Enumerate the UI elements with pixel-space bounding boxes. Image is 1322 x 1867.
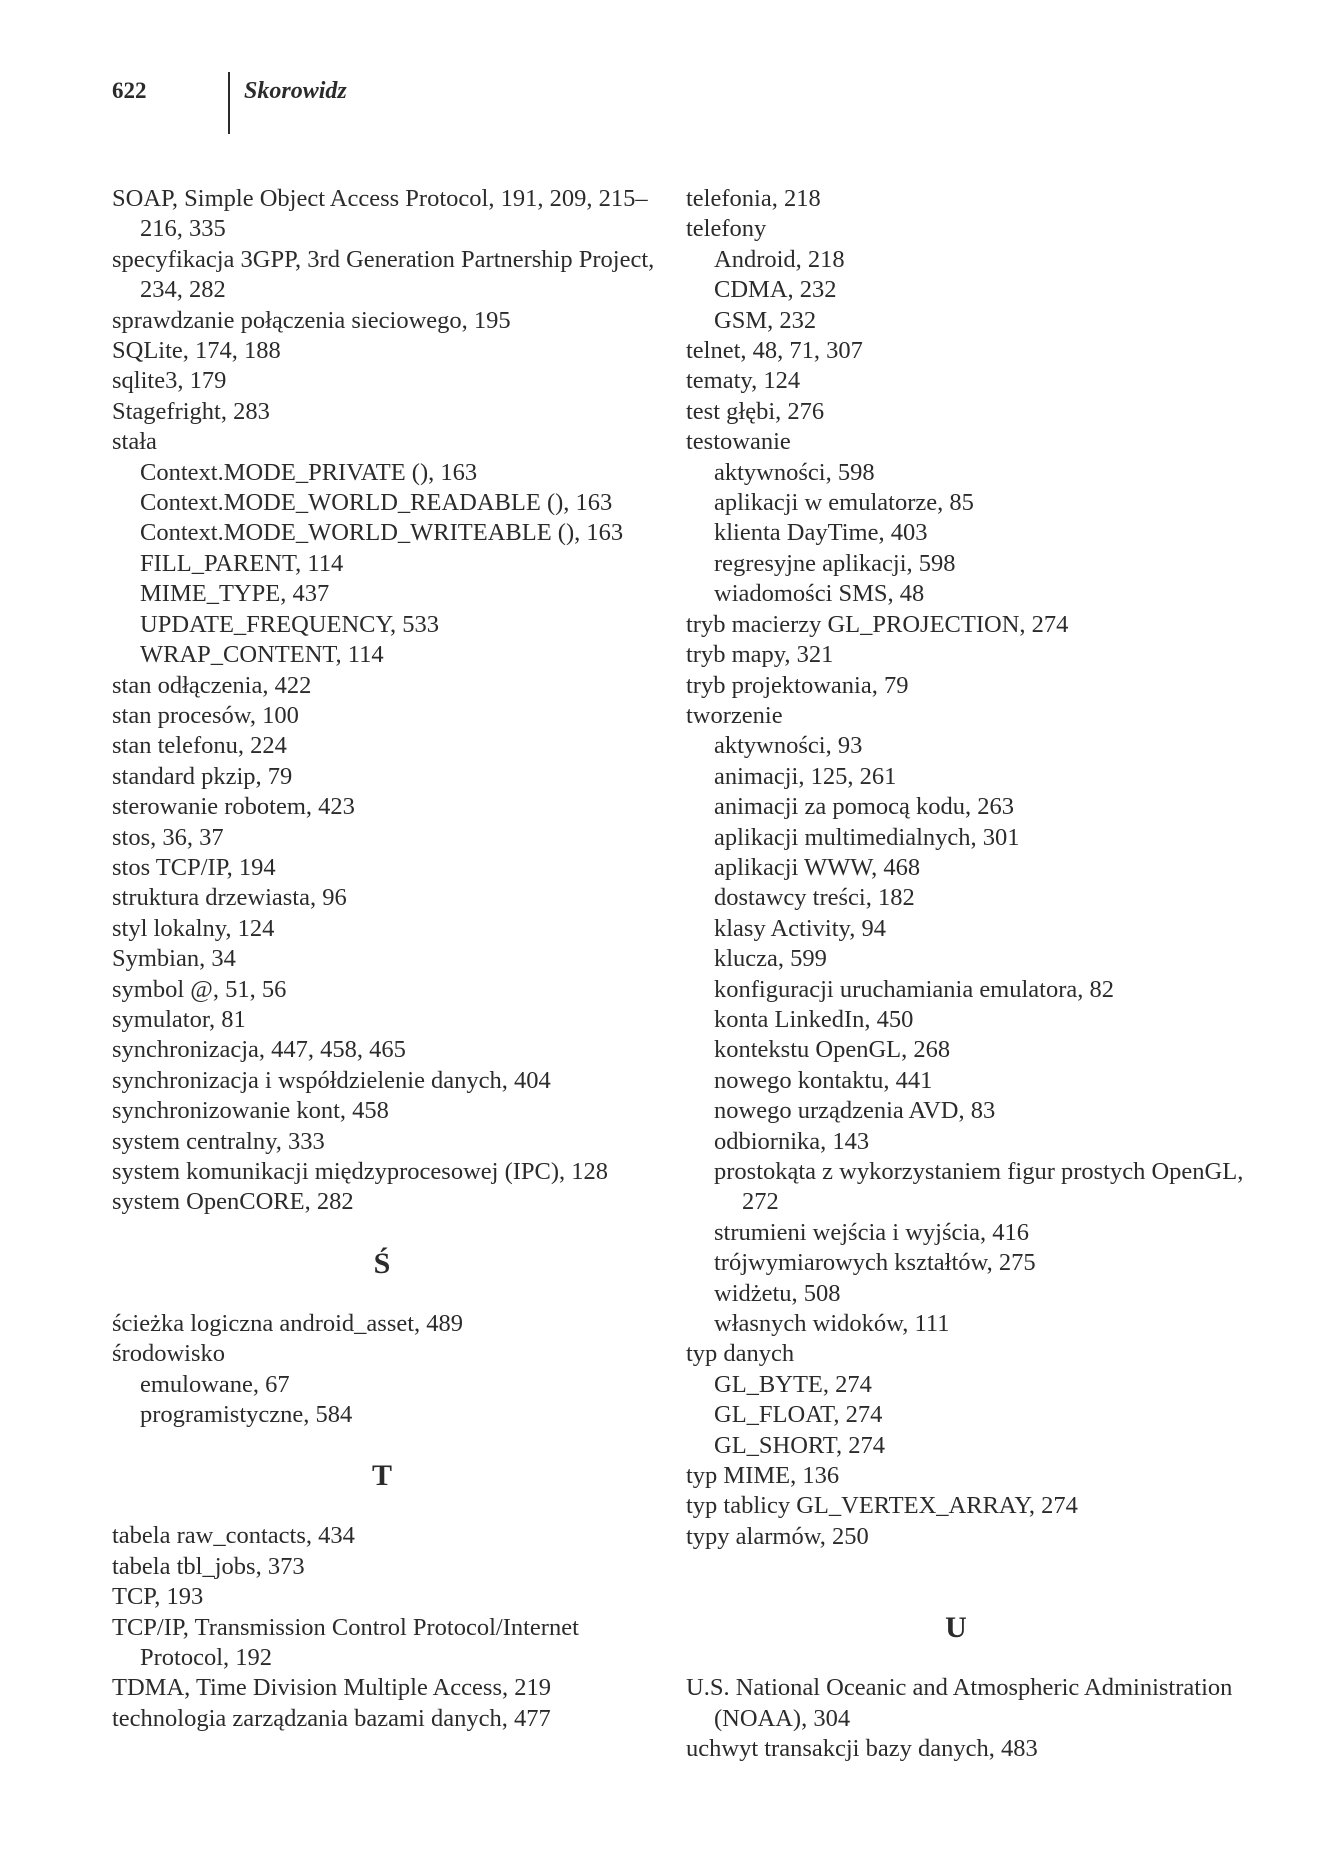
index-subentry: GL_BYTE, 274 [714, 1370, 872, 1398]
index-entry: struktura drzewiasta, 96 [112, 884, 347, 912]
index-subentry: animacji za pomocą kodu, 263 [714, 793, 1015, 821]
index-entry: sprawdzanie połączenia sieciowego, 195 [112, 306, 511, 334]
index-entry: SQLite, 174, 188 [112, 337, 281, 365]
index-subentry: klienta DayTime, 403 [714, 519, 928, 547]
index-subentry: programistyczne, 584 [140, 1401, 353, 1429]
index-entry: standard pkzip, 79 [112, 762, 293, 790]
index-entry: typ danych [686, 1340, 795, 1368]
index-subentry: Context.MODE_WORLD_READABLE (), 163 [140, 489, 613, 517]
index-subentry: widżetu, 508 [714, 1279, 841, 1307]
index-subentry: nowego urządzenia AVD, 83 [714, 1097, 996, 1125]
index-entry: telefonia, 218 [686, 185, 821, 212]
index-entry: stan telefonu, 224 [112, 732, 287, 760]
section-heading-t: T [371, 1459, 392, 1493]
index-subentry: prostokąta z wykorzystaniem figur prostych OpenGL, 272 [714, 1158, 1244, 1216]
index-entry: system OpenCORE, 282 [112, 1188, 354, 1216]
index-subentry: aplikacji WWW, 468 [714, 853, 921, 881]
index-entry: sterowanie robotem, 423 [112, 793, 355, 821]
index-entry: styl lokalny, 124 [112, 914, 275, 942]
index-entry: tabela raw_contacts, 434 [112, 1522, 355, 1550]
index-entry: system centralny, 333 [112, 1127, 325, 1155]
index-subentry: aktywności, 93 [714, 732, 863, 760]
index-entry: system komunikacji międzyprocesowej (IPC), 128 [112, 1158, 609, 1185]
entry-list-s [112, 184, 672, 1218]
index-entry: stała [112, 428, 157, 456]
index-entry: tematy, 124 [686, 367, 801, 395]
index-subentry: Context.MODE_PRIVATE (), 163 [140, 458, 478, 486]
index-subentry: klasy Activity, 94 [714, 914, 886, 942]
header-divider [228, 72, 230, 134]
index-entry: ścieżka logiczna android_asset, 489 [112, 1309, 464, 1337]
index-subentry: UPDATE_FREQUENCY, 533 [140, 610, 440, 638]
index-entry: typ tablicy GL_VERTEX_ARRAY, 274 [686, 1492, 1078, 1520]
index-subentry: własnych widoków, 111 [714, 1310, 950, 1338]
index-entry: synchronizacja i współdzielenie danych, 404 [112, 1066, 551, 1094]
index-entry: SOAP, Simple Object Access Protocol, 191, 209, 215–216, 335 [112, 185, 648, 243]
index-entry: tabela tbl_jobs, 373 [112, 1552, 305, 1580]
index-entry: test głębi, 276 [686, 397, 825, 425]
index-entry: typy alarmów, 250 [686, 1522, 869, 1550]
index-entry: stos TCP/IP, 194 [112, 853, 276, 881]
entry-list-t-right [686, 184, 1286, 1552]
index-subentry: GL_FLOAT, 274 [714, 1401, 883, 1429]
index-subentry: regresyjne aplikacji, 598 [714, 549, 956, 577]
index-subentry: GL_SHORT, 274 [714, 1431, 885, 1459]
index-entry: specyfikacja 3GPP, 3rd Generation Partnership Project, 234, 282 [112, 245, 655, 304]
index-subentry: WRAP_CONTENT, 114 [140, 641, 384, 669]
index-entry: Stagefright, 283 [112, 397, 270, 425]
index-entry: Symbian, 34 [112, 945, 236, 973]
index-subentry: dostawcy treści, 182 [714, 884, 915, 912]
index-entry: typ MIME, 136 [686, 1462, 840, 1490]
running-title: Skorowidz [244, 78, 347, 104]
index-subentry: GSM, 232 [714, 306, 817, 334]
index-entry: TDMA, Time Division Multiple Access, 219 [112, 1674, 551, 1702]
index-subentry: odbiornika, 143 [714, 1127, 870, 1155]
entry-list-u [686, 1673, 1286, 1764]
index-subentry: kontekstu OpenGL, 268 [714, 1036, 951, 1064]
page-number: 622 [112, 78, 147, 103]
index-entry: stos, 36, 37 [112, 823, 224, 851]
index-subentry: wiadomości SMS, 48 [714, 580, 925, 608]
index-subentry: MIME_TYPE, 437 [140, 580, 330, 608]
entry-list-t-left [112, 1521, 672, 1734]
index-subentry: emulowane, 67 [140, 1370, 290, 1398]
index-entry: telnet, 48, 71, 307 [686, 337, 863, 365]
index-entry: stan odłączenia, 422 [112, 671, 312, 699]
index-entry: TCP/IP, Transmission Control Protocol/Internet Protocol, 192 [112, 1613, 579, 1672]
index-column-left [112, 184, 672, 1734]
index-entry: U.S. National Oceanic and Atmospheric Administration (NOAA), 304 [686, 1674, 1233, 1732]
section-heading-u: U [945, 1611, 967, 1645]
section-heading-s-acute: Ś [373, 1246, 391, 1280]
index-subentry: trójwymiarowych kształtów, 275 [714, 1249, 1036, 1277]
index-subentry: konta LinkedIn, 450 [714, 1005, 914, 1033]
index-subentry: nowego kontaktu, 441 [714, 1066, 933, 1094]
index-subentry: CDMA, 232 [714, 276, 837, 304]
index-entry: technologia zarządzania bazami danych, 477 [112, 1704, 551, 1732]
index-subentry: aktywności, 598 [714, 458, 875, 486]
index-entry: tryb projektowania, 79 [686, 671, 909, 699]
index-entry: tryb macierzy GL_PROJECTION, 274 [686, 610, 1069, 638]
index-subentry: konfiguracji uruchamiania emulatora, 82 [714, 975, 1115, 1003]
index-column-right [686, 184, 1286, 1765]
index-entry: testowanie [686, 428, 791, 456]
index-entry: synchronizowanie kont, 458 [112, 1097, 389, 1125]
index-entry: środowisko [112, 1340, 225, 1368]
index-entry: tryb mapy, 321 [686, 641, 834, 669]
index-subentry: aplikacji w emulatorze, 85 [714, 489, 974, 517]
index-entry: synchronizacja, 447, 458, 465 [112, 1036, 406, 1064]
index-subentry: Android, 218 [714, 245, 845, 273]
index-entry: symulator, 81 [112, 1005, 246, 1033]
index-entry: telefony [686, 215, 767, 243]
index-subentry: aplikacji multimedialnych, 301 [714, 823, 1020, 851]
index-subentry: animacji, 125, 261 [714, 762, 897, 790]
index-subentry: strumieni wejścia i wyjścia, 416 [714, 1218, 1030, 1246]
index-entry: symbol @, 51, 56 [112, 975, 287, 1003]
section-spacer [686, 1552, 1286, 1582]
index-subentry: FILL_PARENT, 114 [140, 549, 344, 577]
index-entry: TCP, 193 [112, 1583, 204, 1611]
entry-list-s-acute [112, 1309, 672, 1431]
index-entry: tworzenie [686, 701, 783, 729]
index-entry: sqlite3, 179 [112, 367, 227, 395]
index-subentry: klucza, 599 [714, 945, 827, 973]
index-subentry: Context.MODE_WORLD_WRITEABLE (), 163 [140, 519, 624, 547]
index-entry: uchwyt transakcji bazy danych, 483 [686, 1735, 1038, 1763]
index-entry: stan procesów, 100 [112, 701, 299, 729]
